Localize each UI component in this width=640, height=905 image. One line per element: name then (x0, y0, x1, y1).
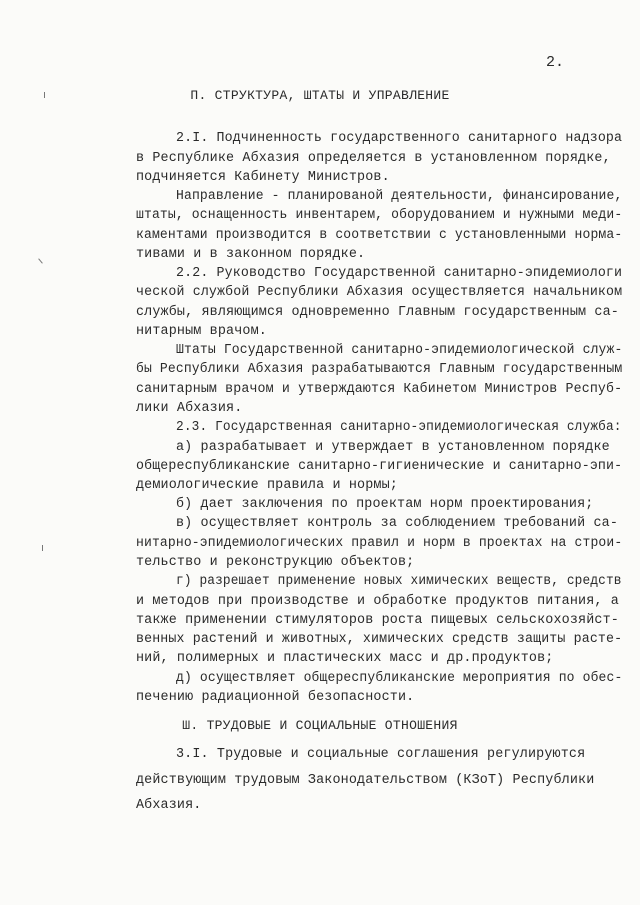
text-line: венных растений и животных, химических средств защиты расте- (136, 632, 623, 647)
text-line: бы Республики Абхазия разрабатываются Главным государственным (136, 362, 623, 377)
text-line: г) разрешает применение новых химических веществ, средств (176, 574, 622, 589)
text-line: б) дает заключения по проектам норм проектирования; (176, 497, 594, 512)
text-line: 3.I. Трудовые и социальные соглашения регулируются (176, 747, 586, 762)
text-line: д) осуществляет общереспубликанские мероприятия по обес- (176, 671, 623, 686)
text-line: также применении стимуляторов роста пищевых сельскохозяйст- (136, 613, 619, 628)
text-line: действующим трудовым Законодательством (КЗоТ) Республики (136, 773, 595, 788)
text-line: в) осуществляет контроль за соблюдением требований са- (176, 516, 619, 531)
section-2-heading: П. СТРУКТУРА, ШТАТЫ И УПРАВЛЕНИЕ (190, 88, 450, 103)
text-line: в Республике Абхазия определяется в установленном порядке, (136, 151, 611, 166)
text-line: тивами и в законном порядке. (136, 247, 366, 262)
text-line: Абхазия. (136, 798, 202, 813)
text-line: подчиняется Кабинету Министров. (136, 170, 390, 185)
text-line: а) разрабатывает и утверждает в установленном порядке (176, 440, 610, 455)
text-line: тельство и реконструкцию объектов; (136, 555, 415, 570)
text-line: печению радиационной безопасности. (136, 690, 415, 705)
scan-mark (44, 92, 45, 98)
text-line: ческой службой Республики Абхазия осуществляется начальником (136, 285, 623, 300)
text-line: и методов при производстве и обработке продуктов питания, а (136, 594, 619, 609)
text-line: 2.I. Подчиненность государственного санитарного надзора (176, 131, 623, 146)
text-line: Направление - планированой деятельности, финансирование, (176, 189, 623, 204)
text-line: 2.3. Государственная санитарно-эпидемиологическая служба: (176, 420, 622, 435)
text-line: санитарным врачом и утверждаются Кабинетом Министров Респуб- (136, 382, 623, 397)
text-line: каментами производится в соответствии с установленными норма- (136, 228, 623, 243)
text-line: Штаты Государственной санитарно-эпидемиологической служ- (176, 343, 623, 358)
page-number: 2. (546, 54, 565, 71)
scan-mark (38, 258, 43, 263)
text-line: штаты, оснащенность инвентарем, оборудованием и нужными меди- (136, 208, 623, 223)
text-line: нитарно-эпидемиологических правил и норм в проектах на строи- (136, 536, 623, 551)
text-line: общереспубликанские санитарно-гигиенические и санитарно-эпи- (136, 459, 623, 474)
text-line: 2.2. Руководство Государственной санитарно-эпидемиологи (176, 266, 623, 281)
section-3-heading: Ш. ТРУДОВЫЕ И СОЦИАЛЬНЫЕ ОТНОШЕНИЯ (182, 718, 458, 733)
text-line: лики Абхазия. (136, 401, 243, 416)
text-line: службы, являющимся одновременно Главным государственным са- (136, 305, 619, 320)
text-line: демиологические правила и нормы; (136, 478, 398, 493)
text-line: нитарным врачом. (136, 324, 267, 339)
text-line: ний, полимерных и пластических масс и др.продуктов; (136, 651, 554, 666)
scan-mark (42, 545, 43, 551)
